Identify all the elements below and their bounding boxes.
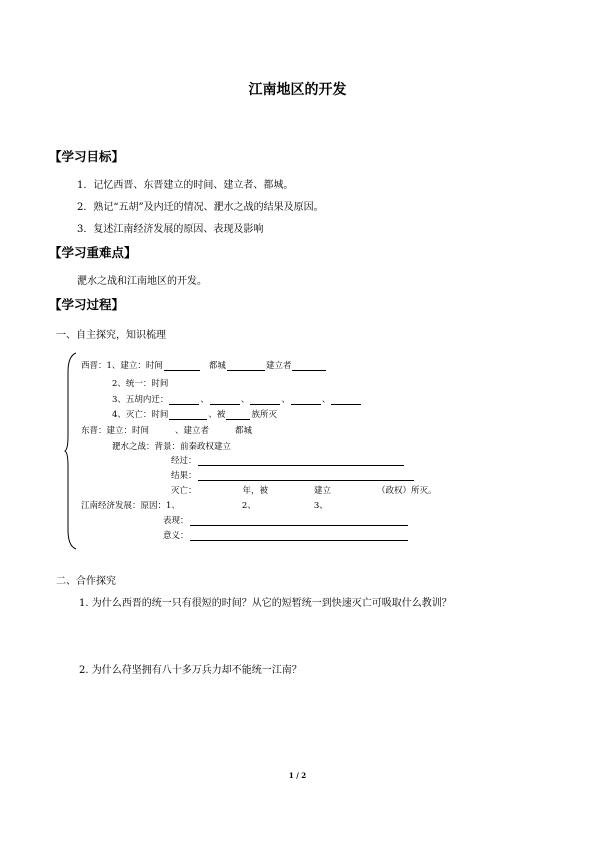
outline-feishui-process: 经过： — [171, 454, 405, 466]
key-points-heading: 【学习重难点】 — [49, 245, 137, 260]
question-1: 1. 为什么西晋的统一只有很短的时间？从它的短暂统一到快速灭亡可吸取什么教训？ — [79, 598, 452, 609]
outline-xijin-founding: 西晋：1、建立：时间 都城 建立者 — [81, 359, 327, 371]
outline-jiangnan-significance: 意义： — [163, 529, 409, 541]
goals-heading: 【学习目标】 — [49, 149, 125, 164]
key-points-text: 淝水之战和江南地区的开发。 — [77, 276, 207, 287]
goal-item-3: 3．复述江南经济发展的原因、表现及影响 — [77, 224, 264, 235]
outline-xijin-tribes: 3、五胡内迁： 、 、 、 、 — [112, 393, 362, 405]
page-title: 江南地区的开发 — [248, 82, 347, 98]
goal-item-1: 1．记忆西晋、东晋建立的时间、建立者、都城。 — [77, 180, 294, 191]
outline-jiangnan-causes: 江南经济发展：原因：1、 2、 3、 — [81, 501, 328, 511]
part1-heading: 一、自主探究，知识梳理 — [56, 330, 166, 341]
outline-feishui-fall: 灭亡： 年，被 建立 （政权）所灭。 — [171, 486, 437, 496]
part2-heading: 二、合作探究 — [56, 576, 116, 587]
outline-brace — [64, 352, 78, 550]
page-number: 1 / 2 — [288, 771, 307, 780]
outline-xijin-fall: 4、灭亡：时间 、被 族所灭 — [112, 410, 277, 420]
process-heading: 【学习过程】 — [49, 297, 125, 312]
question-2: 2. 为什么苻坚拥有八十多万兵力却不能统一江南？ — [79, 665, 302, 676]
outline-dongjin: 东晋：建立：时间 、建立者 都城 — [81, 426, 253, 436]
goal-item-2: 2．熟记“五胡”及内迁的情况、淝水之战的结果及原因。 — [77, 202, 324, 213]
outline-feishui-result: 结果： — [171, 469, 415, 481]
outline-feishui-background: 淝水之战：背景：前秦政权建立 — [112, 442, 232, 452]
outline-xijin-unify: 2、统一：时间 — [112, 379, 169, 389]
outline-jiangnan-performance: 表现： — [163, 514, 409, 526]
